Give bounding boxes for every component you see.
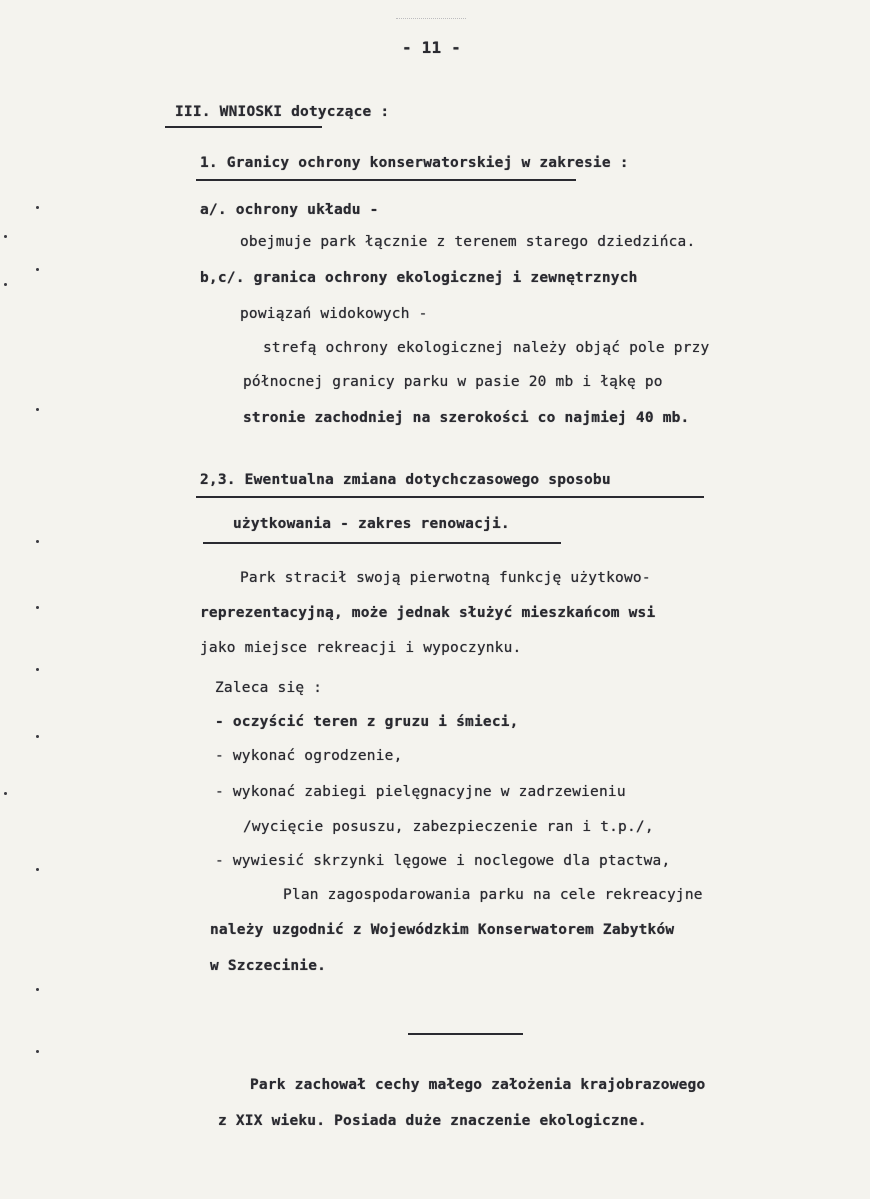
plan-line-3: w Szczecinie. <box>210 958 327 974</box>
subsection-23-title-1: 2,3. Ewentualna zmiana dotychczasowego sposobu <box>200 472 611 488</box>
list-item-2: - wykonać ogrodzenie, <box>215 748 403 764</box>
item-bc-text-3: stronie zachodniej na szerokości co najmiej 40 mb. <box>243 410 690 426</box>
margin-mark <box>36 668 39 671</box>
subsection-1-underline <box>196 179 576 181</box>
margin-mark <box>36 735 39 738</box>
margin-mark <box>36 206 39 209</box>
subsection-23-underline-2 <box>203 542 561 544</box>
recommend-label: Zaleca się : <box>215 680 323 696</box>
subsection-1-title: 1. Granicy ochrony konserwatorskiej w zakresie : <box>200 155 629 171</box>
margin-mark <box>36 606 39 609</box>
para-line-1: Park stracił swoją pierwotną funkcję użytkowo- <box>240 570 651 586</box>
margin-mark <box>36 988 39 991</box>
conclusion-line-2: z XIX wieku. Posiada duże znaczenie ekologiczne. <box>218 1113 647 1129</box>
list-item-1: - oczyścić teren z gruzu i śmieci, <box>215 714 519 730</box>
item-a-label: a/. ochrony układu - <box>200 202 379 218</box>
list-item-4: - wywiesić skrzynki lęgowe i noclegowe dla ptactwa, <box>215 853 671 869</box>
section-heading-underline <box>165 126 322 128</box>
margin-mark <box>4 792 7 795</box>
plan-line-1: Plan zagospodarowania parku na cele rekreacyjne <box>283 887 703 903</box>
section-heading: III. WNIOSKI dotyczące : <box>175 104 390 120</box>
list-item-3b: /wycięcie posuszu, zabezpieczenie ran i t.p./, <box>243 819 654 835</box>
item-a-text: obejmuje park łącznie z terenem starego dziedzińca. <box>240 234 696 250</box>
margin-mark <box>4 283 7 286</box>
item-bc-text-2: północnej granicy parku w pasie 20 mb i łąkę po <box>243 374 663 390</box>
margin-mark <box>36 1050 39 1053</box>
margin-mark <box>36 540 39 543</box>
margin-mark <box>4 235 7 238</box>
conclusion-line-1: Park zachował cechy małego założenia krajobrazowego <box>250 1077 706 1093</box>
subsection-23-underline-1 <box>196 496 704 498</box>
list-item-3: - wykonać zabiegi pielęgnacyjne w zadrzewieniu <box>215 784 626 800</box>
plan-line-2: należy uzgodnić z Wojewódzkim Konserwatorem Zabytków <box>210 922 675 938</box>
item-bc-label: b,c/. granica ochrony ekologicznej i zewnętrznych <box>200 270 638 286</box>
item-bc-label-2: powiązań widokowych - <box>240 306 428 322</box>
separator-rule <box>408 1033 523 1035</box>
para-line-3: jako miejsce rekreacji i wypoczynku. <box>200 640 522 656</box>
margin-mark <box>36 868 39 871</box>
page-number: - 11 - <box>402 38 461 57</box>
margin-mark <box>36 408 39 411</box>
header-marks <box>396 18 466 23</box>
item-bc-text-1: strefą ochrony ekologicznej należy objąć pole przy <box>263 340 710 356</box>
subsection-23-title-2: użytkowania - zakres renowacji. <box>233 516 510 532</box>
para-line-2: reprezentacyjną, może jednak służyć mieszkańcom wsi <box>200 605 656 621</box>
margin-mark <box>36 268 39 271</box>
